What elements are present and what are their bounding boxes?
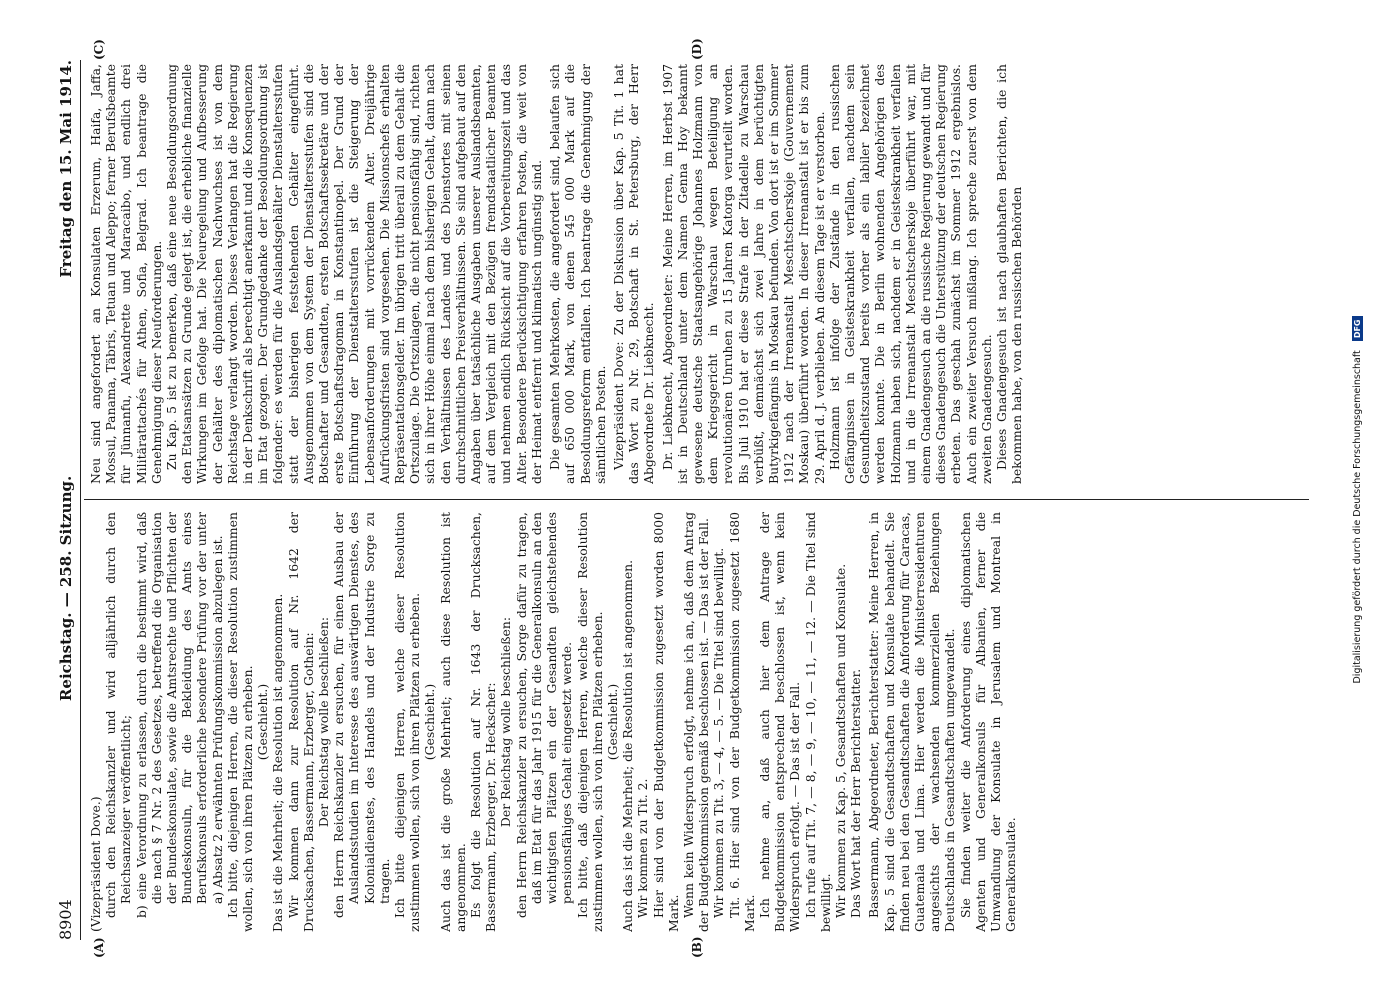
paragraph: Das ist die Mehrheit; die Resolution ist angenommen. (270, 593, 286, 932)
session-date: Freitag den 15. Mai 1914. (57, 60, 75, 278)
paragraph: Ich bitte, daß diejenigen Herren, welche dieser Resolution zustimmen wollen, sich von ihren Plätzen erheben. (574, 512, 605, 932)
paragraph: Ich nehme an, daß auch hier dem Antrage der Budgetkommission entsprechend beschlossen ist, wenn kein Widerspruch erfolgt. — Das ist der Fall. (756, 512, 803, 932)
paragraph: durch den Reichskanzler und wird alljährlich durch den Reichsanzeiger veröffentlicht; (103, 512, 134, 918)
paragraph: (Geschieht.) (422, 683, 438, 761)
footer-credit: Digitalisierung gefördert durch die Deutsche Forschungsgemeinschaft (1352, 350, 1363, 684)
header-rule (80, 60, 81, 940)
margin-marker-b: (B) (690, 936, 704, 958)
paragraph: Die gesamten Mehrkosten, die angefordert sind, belaufen sich auf 650 000 Mark, von denen 545 000 Mark auf die Besoldungsreform entfallen. Ich beantrage die Genehmigung der sämtlichen Posten. (547, 64, 608, 484)
paragraph: Neu sind angefordert an Konsulaten Erzerum, Haifa, Jaffa, Mossul, Panama, Täbris, Tetuan und Aleppo; ferner Berufsbeamte für Jünnanfu, Alexandrette und Maracaibo, und endlich drei Militärattachés für Athen, Sofia, Belgrad. Ich beantrage die Genehmigung dieser Neuforderungen. (88, 64, 164, 484)
paragraph: Auch das ist die große Mehrheit; auch diese Resolution ist angenommen. (437, 512, 468, 932)
paragraph: Tit. 6. Hier sind von der Budgetkommission zugesetzt 1680 Mark. (726, 512, 757, 932)
paragraph: Es folgt die Resolution auf Nr. 1643 der Drucksachen, Bassermann, Erzberger, Dr. Heckscher: (468, 512, 499, 932)
digitization-footer (1352, 0, 1363, 1000)
paragraph: (Geschieht.) (604, 683, 620, 761)
paragraph: Vizepräsident Dove: Zu der Diskussion über Kap. 5 Tit. 1 hat das Wort zu Nr. 29, Botschaft in St. Petersburg, der Herr Abgeordnete Dr. Liebknecht. (610, 64, 657, 484)
paragraph: Das Wort hat der Herr Berichterstatter. (848, 668, 864, 918)
paragraph: Holzmann ist infolge der Zustände in den russischen Gefängnissen in Geisteskrankheit verfallen, nachdem sein Gesundheitszustand bereits vorher als ein labiler bezeichnet werden konnte. Die in Berlin wohnenden Angehörigen des Holzmann haben sich, nachdem er in Geisteskrankheit verfallen und in die Irrenanstalt Meschtscherskoje überführt war, mit einem Gnadengesuch an die russische Regierung gewandt und für dieses Gnadengesuch die Unterstützung der deutschen Regierung erbeten. Das geschah zunächst im Sommer 1912 ergebnislos. Auch ein zweiter Versuch mißlang. Ich spreche zuerst von dem zweiten Gnadengesuch. (826, 64, 994, 484)
paragraph: Dieses Gnadengesuch ist nach glaubhaften Berichten, die ich bekommen habe, von den russischen Behörden (993, 64, 1025, 484)
paragraph: Wir kommen zu Tit. 3, — 4, — 5. — Die Titel sind bewilligt. (711, 547, 727, 918)
paragraph: Auch das ist die Mehrheit; die Resolution ist angenommen. (620, 559, 636, 932)
column-divider (84, 499, 1309, 500)
paragraph: den Herrn Reichskanzler zu ersuchen, für einen Ausbau der Auslandsstudien im Interesse des auswärtigen Dienstes, des Kolonialdienstes, des Handels und der Industrie Sorge zu tragen. (331, 512, 392, 918)
paragraph: (Vizepräsident Dove.) (88, 796, 103, 932)
paragraph: (Geschieht.) (255, 683, 271, 761)
paragraph: Der Reichstag wolle beschließen: (316, 616, 332, 828)
margin-marker-d: (D) (690, 38, 704, 60)
paragraph: b) eine Verordnung zu erlassen, durch die bestimmt wird, daß die nach § 7 Nr. 2 des Gesetzes, betreffend die Organisation der Bundeskonsulate, sowie die Amtsrechte und Pflichten der Bundeskonsuln, für die Bekleidung des Amts eines Berufskonsuls erforderliche besondere Prüfung vor der unter a) Absatz 2 erwähnten Prüfungskommission abzulegen ist. (133, 512, 225, 918)
paragraph: Sie finden weiter die Anforderung eines diplomatischen Agenten und Generalkonsuls für Albanien, ferner die Umwandlung der Konsulate in Jerusalem und Montreal in Generalkonsulate. (957, 512, 1019, 932)
paragraph: Ich bitte, diejenigen Herren, die dieser Resolution zustimmen wollen, sich von ihren Plätzen zu erheben. (224, 512, 256, 932)
paragraph: Wir kommen zu Kap. 5, Gesandtschaften und Konsulate. (832, 563, 848, 918)
paragraph: Zu Kap. 5 ist zu bemerken, daß eine neue Besoldungsordnung den Etatsansätzen zu Grunde gelegt ist, die erhebliche finanzielle Wirkungen im Gefolge hat. Die Neuregelung und Aufbesserung der Gehälter des diplomatischen Nachwuchses ist von dem Reichstage verlangt worden. Dieses Verlangen hat die Regierung in der Denkschrift als berechtigt anerkannt und die Konsequenzen im Etat gezogen. Der Grundgedanke der Besoldungsordnung ist folgender: es werden für die Auslandsgehälter Dienstaltersstufen statt der bisherigen feststehenden Gehälter eingeführt. Ausgenommen von dem System der Dienstaltersstufen sind die Botschafter und Gesandten, ersten Botschaftssekretäre und der erste Botschaftsdragoman in Konstantinopel. Der Grund der Einführung der Dienstaltersstufen ist die Steigerung der Lebensanforderungen mit vorrückendem Alter. Dreijährige Aufrückungsfristen sind vorgesehen. Die Missionschefs erhalten Repräsentationsgelder. Im übrigen tritt überall zu dem Gehalt die Ortszulage. Die Ortszulagen, die nicht pensionsfähig sind, richten sich in ihrer Höhe einmal nach dem bisherigen Gehalt, dann nach den Verhältnissen des Landes und des Dienstortes mit seinen durchschnittlichen Preisverhältnissen. Sie sind aufgebaut auf den Angaben über tatsächliche Ausgaben unserer Auslandsbeamten, auf dem Vergleich mit den Bezügen fremdstaatlicher Beamten und nehmen endlich Rücksicht auf die Vorbereitungszeit und das Alter. Besondere Berücksichtigung erfahren Posten, die weit von der Heimat entfernt und klimatisch ungünstig sind. (164, 64, 544, 484)
right-text-column (88, 64, 1303, 484)
dfg-logo: DFG (1352, 317, 1363, 342)
paragraph: Ich bitte diejenigen Herren, welche dieser Resolution zustimmen wollen, sich von ihren Plätzen zu erheben. (392, 512, 423, 932)
paragraph: Wenn kein Widerspruch erfolgt, nehme ich an, daß dem Antrag der Budgetkommission gemäß beschlossen ist. — Das ist der Fall. (680, 512, 712, 932)
paragraph: den Herrn Reichskanzler zu ersuchen, Sorge dafür zu tragen, daß im Etat für das Jahr 1915 für die Generalkonsuln an den wichtigsten Plätzen ein der Gesandten gleichstehendes pensionsfähiges Gehalt eingesetzt werde. (513, 512, 575, 918)
paragraph: Wir kommen dann zur Resolution auf Nr. 1642 der Drucksachen, Bassermann, Erzberger, Gothein: (285, 512, 316, 932)
paragraph: Bassermann, Abgeordneter, Berichterstatter: Meine Herren, in Kap. 5 sind die Gesandtschaften und Konsulate behandelt. Sie finden neu bei den Gesandtschaften die Anforderung für Caracas, Guatemala und Lima. Hier werden die Ministerresidenturen angesichts der wachsenden kommerziellen Beziehungen Deutschlands in Gesandtschaften umgewandelt. (866, 512, 958, 932)
paragraph: Wir kommen zu Tit. 2. (635, 778, 651, 918)
paragraph: Hier sind von der Budgetkommission zugesetzt worden 8000 Mark. (650, 512, 681, 932)
paragraph: Der Reichstag wolle beschließen: (498, 616, 514, 828)
margin-marker-a: (A) (92, 937, 106, 958)
left-text-column (88, 512, 1303, 932)
paragraph: Dr. Liebknecht, Abgeordneter: Meine Herren, im Herbst 1907 ist in Deutschland unter dem Namen Genna Hoy bekannt gewesene deutsche Staatsangehörige Johannes Holzmann von dem Kriegsgericht in Warschau wegen Beteiligung an revolutionären Unruhen zu 15 Jahren Katorga verurteilt worden. Bis Juli 1910 hat er diese Strafe in der Zitadelle zu Warschau verbüßt, demnächst sich zwei Jahre in dem berüchtigten Butyrkigefängnis in Moskau befunden. Von dort ist er im Sommer 1912 nach der Irrenanstalt Meschtscherskoje (Gouvernement Moskau) überführt worden. In dieser Irrenanstalt ist er bis zum 29. April d. J. verblieben. An diesem Tage ist er verstorben. (659, 64, 827, 484)
page-header (56, 60, 78, 940)
session-title: Reichstag. — 258. Sitzung. (57, 475, 75, 702)
margin-marker-c: (C) (92, 39, 106, 60)
paragraph: Ich rufe auf Tit. 7, — 8, — 9, — 10, — 11, — 12. — Die Titel sind bewilligt. (802, 512, 833, 932)
page-number: 8904 (56, 899, 75, 940)
